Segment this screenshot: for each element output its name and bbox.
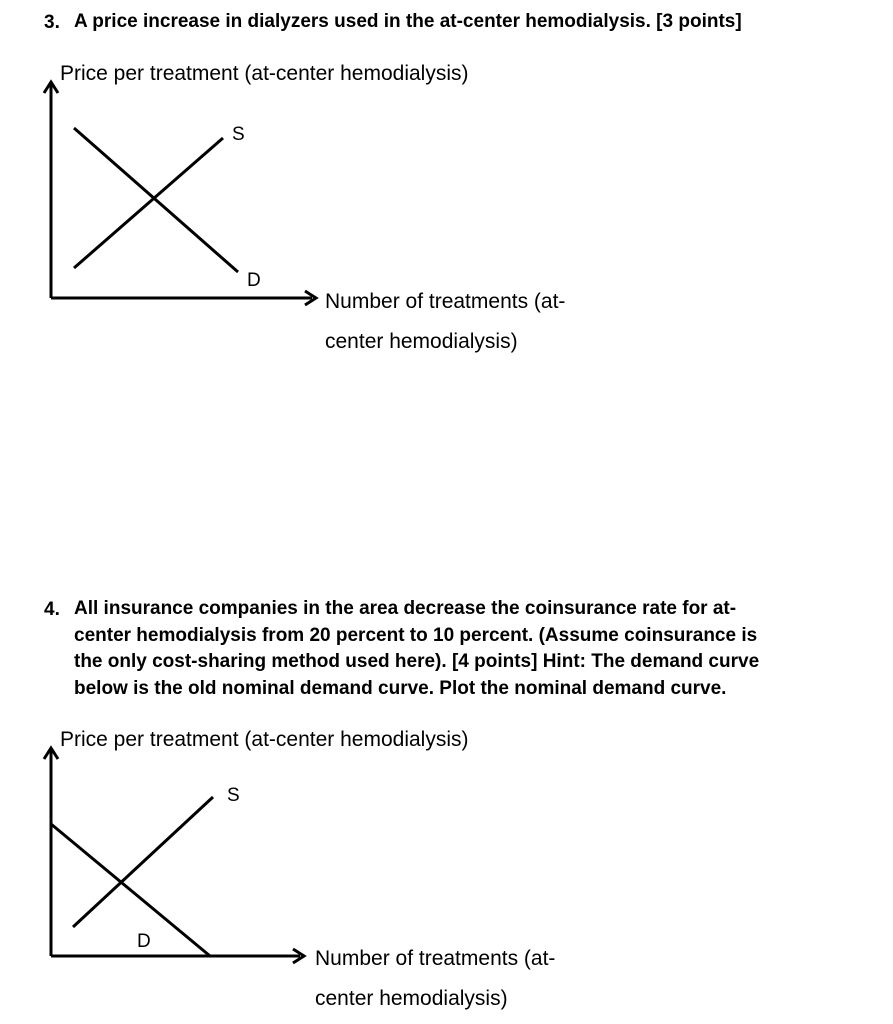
- graph-q3-y-axis-label: Price per treatment (at-center hemodialysis): [60, 62, 469, 85]
- graph-q3-x-axis-label-line: Number of treatments (at-: [325, 290, 566, 313]
- question-4-number: 4.: [44, 599, 60, 620]
- graph-q4-supply-curve: [73, 797, 213, 927]
- graph-q4-x-axis-label: [315, 939, 555, 1019]
- graph-q4-y-axis-label: Price per treatment (at-center hemodialysis): [60, 728, 469, 751]
- question-4-line: All insurance companies in the area decrease the coinsurance rate for at-: [74, 598, 737, 619]
- question-3-line: A price increase in dialyzers used in the at-center hemodialysis. [3 points]: [74, 11, 742, 32]
- graph-q4-x-axis-label-line: center hemodialysis): [315, 987, 508, 1010]
- graph-q4-demand-label: D: [137, 931, 151, 952]
- question-4-line: the only cost-sharing method used here). [4 points] Hint: The demand curve: [74, 651, 760, 672]
- graph-q3-demand-label: D: [247, 270, 261, 291]
- question-4-line: below is the old nominal demand curve. Plot the nominal demand curve.: [74, 677, 727, 699]
- question-4-line: center hemodialysis from 20 percent to 10 percent. (Assume coinsurance is: [74, 624, 758, 646]
- graph-q4-supply-label: S: [227, 785, 240, 806]
- question-3-number: 3.: [44, 12, 60, 33]
- graph-q4-x-axis-label-line: Number of treatments (at-: [315, 947, 556, 970]
- graph-q3-supply-label: S: [232, 124, 245, 145]
- graph-q3-x-axis-label-line: center hemodialysis): [325, 330, 518, 353]
- graph-q4-demand-curve: [51, 824, 210, 956]
